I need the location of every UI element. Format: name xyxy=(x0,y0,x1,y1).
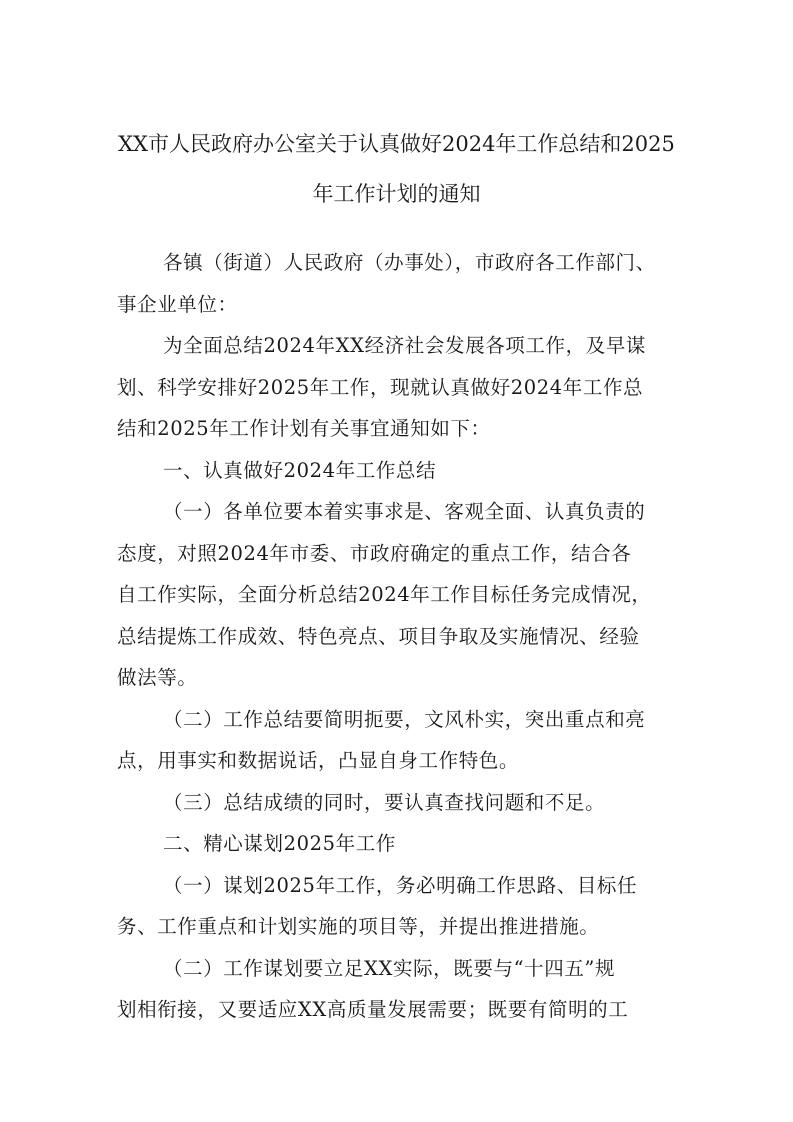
paragraph-line: 点，用事实和数据说话，凸显自身工作特色。 xyxy=(117,749,520,772)
document-title-line-2: 年工作计划的通知 xyxy=(312,182,481,206)
section-heading: 二、精心谋划2025年工作 xyxy=(163,832,396,855)
section-heading: 一、认真做好2024年工作总结 xyxy=(163,458,437,482)
document-body xyxy=(117,249,677,1038)
paragraph-line: （一）谋划2025年工作，务必明确工作思路、目标任 xyxy=(163,873,638,897)
paragraph-line: （二）工作总结要简明扼要，文风朴实，突出重点和亮 xyxy=(163,707,646,731)
paragraph-line: 为全面总结2024年XX经济社会发展各项工作，及早谋 xyxy=(163,334,646,357)
paragraph-line: 划、科学安排好2025年工作，现就认真做好2024年工作总 xyxy=(117,375,644,399)
paragraph-line: 自工作实际，全面分析总结2024年工作目标任务完成情况， xyxy=(117,583,652,606)
paragraph-line: 划相衔接，又要适应XX高质量发展需要；既要有简明的工 xyxy=(117,998,629,1021)
salutation-line: 事企业单位： xyxy=(117,292,238,316)
document-title-line-1: XX市人民政府办公室关于认真做好2024年工作总结和2025 xyxy=(118,132,675,156)
paragraph-line: （三）总结成绩的同时，要认真查找问题和不足。 xyxy=(163,790,606,814)
paragraph-line: （一）各单位要本着实事求是、客观全面、认真负责的 xyxy=(163,500,646,523)
paragraph-line: 务、工作重点和计划实施的项目等，并提出推进措施。 xyxy=(117,915,600,938)
paragraph-line: 总结提炼工作成效、特色亮点、项目争取及实施情况、经验 xyxy=(117,624,640,648)
salutation-line: 各镇（街道）人民政府（办事处），市政府各工作部门、 xyxy=(163,251,656,274)
paragraph-line: 结和2025年工作计划有关事宜通知如下： xyxy=(117,417,491,440)
paragraph-line: （二）工作谋划要立足XX实际，既要与“十四五”规 xyxy=(163,956,616,980)
paragraph-line: 做法等。 xyxy=(117,666,198,689)
paragraph-line: 态度，对照2024年市委、市政府确定的重点工作，结合各 xyxy=(117,541,632,565)
